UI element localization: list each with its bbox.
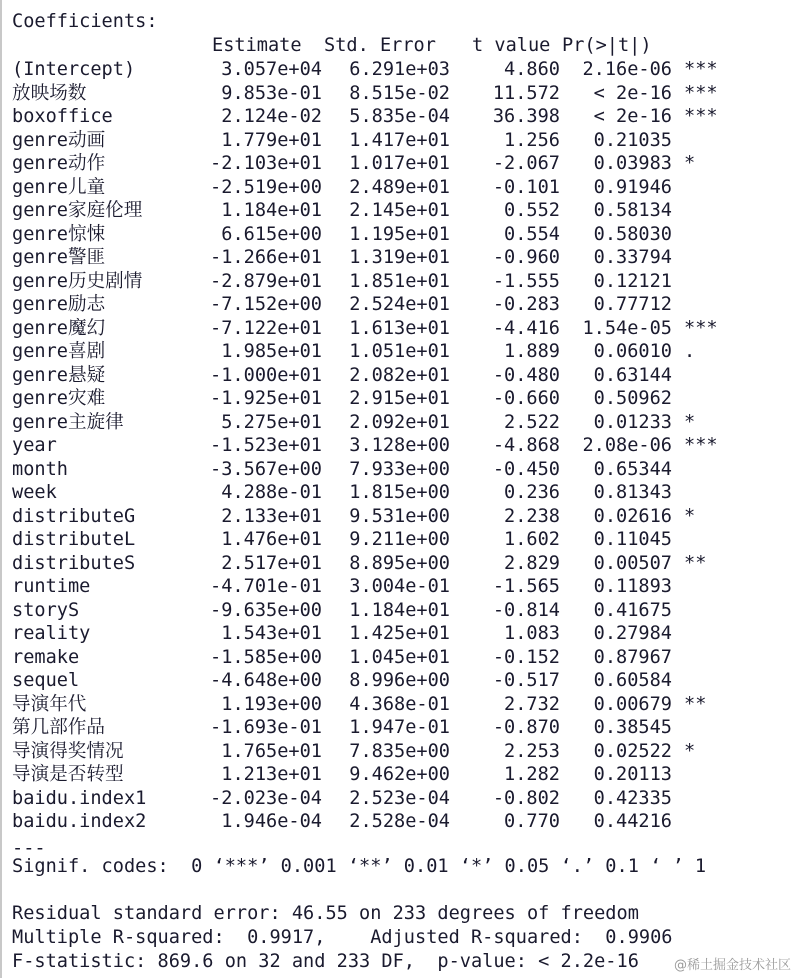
estimate-value: -7.152e+00 [210,294,322,315]
p-value: 0.58030 [593,223,672,245]
signif-stars: *** [684,317,718,339]
std-error-value: 2.524e+01 [349,294,450,315]
p-value: 0.03983 [593,153,672,174]
signif-codes: Signif. codes: 0 ‘***’ 0.001 ‘**’ 0.01 ‘*’ 0.05 ‘.’ 0.1 ‘ ’ 1 [12,856,707,877]
term-name: 第几部作品 [12,717,105,738]
estimate-value: 2.133e+01 [221,505,322,527]
estimate-value: -3.567e+00 [210,458,322,480]
t-value: -0.480 [492,364,560,386]
header-t-value: t value [472,35,551,56]
signif-stars: *** [684,82,718,104]
t-value: -0.283 [492,294,560,315]
std-error-value: 1.051e+01 [349,341,450,362]
term-name: (Intercept) [12,59,136,80]
t-value: 1.083 [504,623,560,644]
p-value: 0.12121 [593,270,672,292]
estimate-value: -2.023e-04 [210,787,322,809]
std-error-value: 2.082e+01 [349,364,450,386]
term-name: 放映场数 [12,82,87,104]
estimate-value: -1.925e+01 [210,388,322,409]
term-name: distributeG [12,505,136,527]
t-value: -4.416 [492,317,560,339]
residual-standard-error: Residual standard error: 46.55 on 233 degrees of freedom [12,903,639,924]
p-value: 0.20113 [593,764,672,785]
signif-stars: * [684,505,696,527]
std-error-value: 2.145e+01 [349,200,450,221]
std-error-value: 1.195e+01 [349,223,450,245]
std-error-value: 2.523e-04 [349,787,450,809]
p-value: 1.54e-05 [582,317,672,339]
term-name: year [12,435,57,456]
t-value: -0.870 [492,717,560,738]
estimate-value: -4.648e+00 [210,670,322,691]
p-value: 0.21035 [593,129,672,151]
signif-stars: . [684,341,696,362]
term-name: baidu.index1 [12,787,147,809]
term-name: storyS [12,599,80,621]
header-estimate: Estimate [212,35,302,56]
term-name: runtime [12,576,91,597]
term-name: week [12,482,57,503]
p-value: 0.06010 [593,341,672,362]
t-value: -1.565 [492,576,560,597]
estimate-value: 2.517e+01 [221,552,322,574]
estimate-value: -4.701e-01 [210,576,322,597]
header-p-value: Pr(>|t|) [562,35,652,56]
p-value: 0.65344 [593,458,672,480]
p-value: 0.38545 [593,717,672,738]
column-headers [12,34,652,58]
estimate-value: -1.585e+00 [210,646,322,668]
std-error-value: 2.489e+01 [349,176,450,198]
std-error-value: 8.895e+00 [349,552,450,574]
t-value: 36.398 [492,106,560,127]
term-name: genre魔幻 [12,317,106,339]
std-error-value: 4.368e-01 [349,693,450,715]
term-name: genre灾难 [12,388,106,409]
std-error-value: 2.915e+01 [349,388,450,409]
t-value: 0.554 [504,223,560,245]
std-error-value: 1.417e+01 [349,129,450,151]
t-value: -0.101 [492,176,560,198]
term-name: distributeS [12,552,136,574]
p-value: 0.87967 [593,646,672,668]
term-name: genre动画 [12,129,106,151]
p-value: 0.60584 [593,670,672,691]
estimate-value: 1.476e+01 [221,529,322,550]
t-value: 2.732 [504,693,560,715]
watermark: @稀土掘金技术社区 [673,958,791,973]
t-value: 1.282 [504,764,560,785]
p-value: 0.44216 [593,811,672,832]
p-value: 0.02616 [593,505,672,527]
estimate-value: -2.103e+01 [210,153,322,174]
signif-stars: *** [684,435,718,456]
p-value: < 2e-16 [593,82,672,104]
std-error-value: 9.531e+00 [349,505,450,527]
estimate-value: 1.213e+01 [221,764,322,785]
term-name: 导演年代 [12,693,87,715]
p-value: 0.77712 [593,294,672,315]
p-value: 2.08e-06 [582,435,672,456]
signif-stars: *** [684,106,718,127]
t-value: -0.960 [492,247,560,268]
estimate-value: 5.275e+01 [221,411,322,433]
t-value: 1.602 [504,529,560,550]
estimate-value: -1.266e+01 [210,247,322,268]
estimate-value: -1.693e-01 [210,717,322,738]
std-error-value: 1.947e-01 [349,717,450,738]
term-name: genre喜剧 [12,341,106,362]
p-value: 0.63144 [593,364,672,386]
p-value: 0.58134 [593,200,672,221]
term-name: genre家庭伦理 [12,200,143,221]
t-value: 4.860 [504,59,560,80]
t-value: 2.522 [504,411,560,433]
t-value: 0.770 [504,811,560,832]
t-value: -0.802 [492,787,560,809]
estimate-value: 1.184e+01 [221,200,322,221]
std-error-value: 2.092e+01 [349,411,450,433]
std-error-value: 1.045e+01 [349,646,450,668]
term-name: genre警匪 [12,247,106,268]
std-error-value: 5.835e-04 [349,106,450,127]
estimate-value: -2.879e+01 [210,270,322,292]
p-value: 0.00679 [593,693,672,715]
std-error-value: 8.996e+00 [349,670,450,691]
std-error-value: 8.515e-02 [349,82,450,104]
signif-stars: ** [684,552,707,574]
t-value: 0.236 [504,482,560,503]
signif-stars: * [684,740,696,762]
term-name: sequel [12,670,80,691]
estimate-value: 2.124e-02 [221,106,322,127]
term-name: remake [12,646,80,668]
std-error-value: 3.004e-01 [349,576,450,597]
p-value: 0.50962 [593,388,672,409]
std-error-value: 9.211e+00 [349,529,450,550]
t-value: 1.256 [504,129,560,151]
estimate-value: 6.615e+00 [221,223,322,245]
estimate-value: 1.946e-04 [221,811,322,832]
term-name: genre悬疑 [12,364,106,386]
r-squared-line: Multiple R-squared: 0.9917, Adjusted R-squared: 0.9906 [12,927,673,948]
p-value: 0.27984 [593,623,672,644]
estimate-value: 9.853e-01 [221,82,322,104]
f-statistic-line: F-statistic: 869.6 on 32 and 233 DF, p-value: < 2.2e-16 [12,951,639,972]
std-error-value: 3.128e+00 [349,435,450,456]
term-name: distributeL [12,529,136,550]
term-name: reality [12,623,91,644]
p-value: 0.33794 [593,247,672,268]
t-value: -0.517 [492,670,560,691]
p-value: 0.41675 [593,599,672,621]
term-name: genre主旋律 [12,411,124,433]
p-value: 0.02522 [593,740,672,762]
p-value: 0.00507 [593,552,672,574]
std-error-value: 7.933e+00 [349,458,450,480]
estimate-value: -9.635e+00 [210,599,322,621]
header-std-error: Std. Error [324,35,436,56]
estimate-value: 3.057e+04 [221,59,322,80]
std-error-value: 7.835e+00 [349,740,450,762]
term-name: genre励志 [12,294,106,315]
signif-stars: *** [684,59,718,80]
term-name: 导演是否转型 [12,764,124,785]
term-name: genre儿童 [12,176,106,198]
p-value: 0.11045 [593,529,672,550]
signif-stars: * [684,153,696,174]
p-value: 0.42335 [593,787,672,809]
estimate-value: 4.288e-01 [221,482,322,503]
term-name: boxoffice [12,106,113,127]
t-value: -0.814 [492,599,560,621]
estimate-value: -7.122e+01 [210,317,322,339]
estimate-value: 1.765e+01 [221,740,322,762]
p-value: 0.81343 [593,482,672,503]
p-value: 0.11893 [593,576,672,597]
estimate-value: -1.523e+01 [210,435,322,456]
p-value: 2.16e-06 [582,59,672,80]
std-error-value: 1.425e+01 [349,623,450,644]
term-name: genre惊悚 [12,223,106,245]
term-name: baidu.index2 [12,811,147,832]
std-error-value: 1.184e+01 [349,599,450,621]
std-error-value: 1.017e+01 [349,153,450,174]
std-error-value: 1.851e+01 [349,270,450,292]
p-value: 0.91946 [593,176,672,198]
t-value: -4.868 [492,435,560,456]
signif-stars: ** [684,693,707,715]
std-error-value: 1.815e+00 [349,482,450,503]
estimate-value: -1.000e+01 [210,364,322,386]
t-value: -0.450 [492,458,560,480]
estimate-value: 1.543e+01 [221,623,322,644]
coefficients-title: Coefficients: [12,11,158,32]
t-value: -0.152 [492,646,560,668]
std-error-value: 6.291e+03 [349,59,450,80]
p-value: 0.01233 [593,411,672,433]
signif-stars: * [684,411,696,433]
t-value: 2.829 [504,552,560,574]
t-value: -1.555 [492,270,560,292]
std-error-value: 2.528e-04 [349,811,450,832]
term-name: genre动作 [12,153,106,174]
term-name: genre历史剧情 [12,270,143,292]
t-value: -0.660 [492,388,560,409]
estimate-value: 1.193e+00 [221,693,322,715]
separator-line: --- [12,838,46,859]
t-value: 0.552 [504,200,560,221]
t-value: -2.067 [492,153,560,174]
estimate-value: 1.779e+01 [221,129,322,151]
term-name: 导演得奖情况 [12,740,124,762]
std-error-value: 9.462e+00 [349,764,450,785]
p-value: < 2e-16 [593,106,672,127]
std-error-value: 1.613e+01 [349,317,450,339]
term-name: month [12,458,68,480]
t-value: 11.572 [492,82,560,104]
t-value: 2.253 [504,740,560,762]
t-value: 1.889 [504,341,560,362]
estimate-value: 1.985e+01 [221,341,322,362]
estimate-value: -2.519e+00 [210,176,322,198]
t-value: 2.238 [504,505,560,527]
std-error-value: 1.319e+01 [349,247,450,268]
